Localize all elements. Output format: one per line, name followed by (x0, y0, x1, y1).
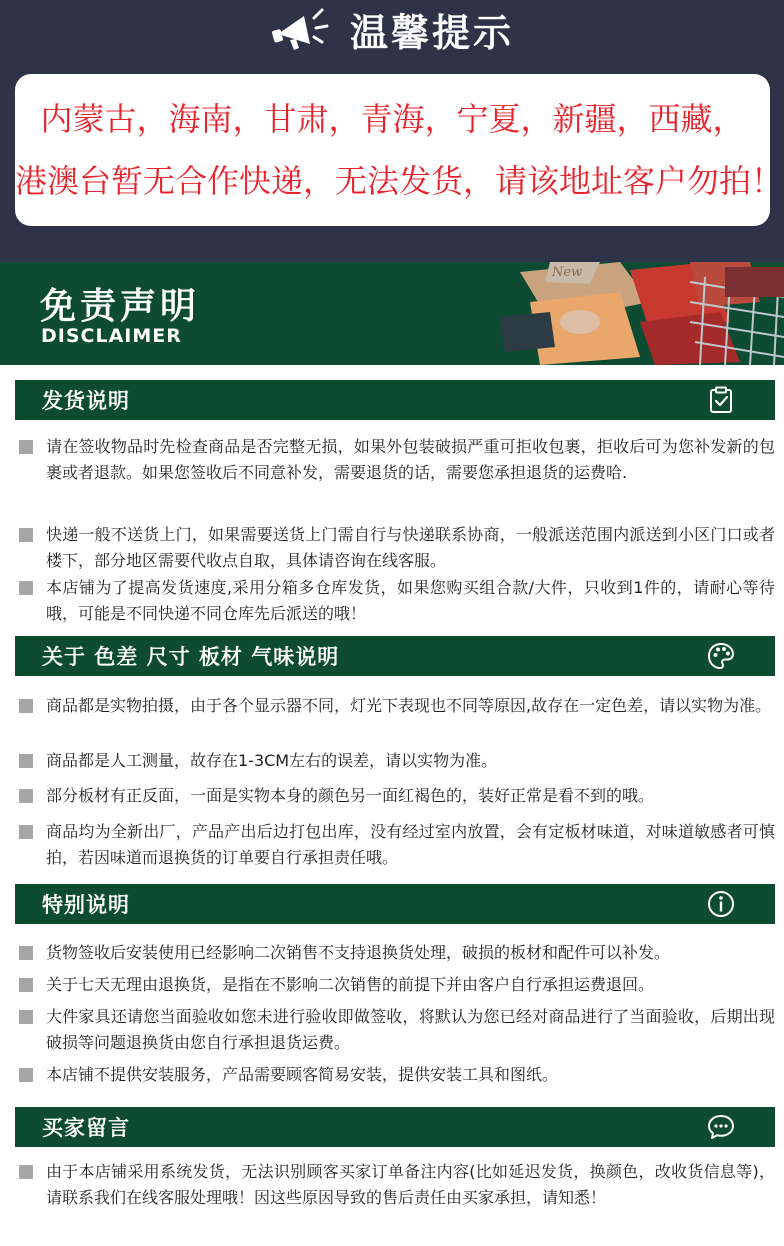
notice-line-2: 港澳台暂无合作快递，无法发货，请该地址客户勿拍！ (15, 162, 784, 200)
bullet (19, 754, 33, 768)
bullet (19, 440, 33, 454)
bullet (19, 1010, 33, 1024)
item-text: 本店铺为了提高发货速度,采用分箱多仓库发货，如果您购买组合款/大件，只收到1件的，请耐心等待哦，可能是不同快递不同仓库先后派送的哦！ (46, 578, 775, 623)
chat-bubble-icon (707, 1113, 735, 1141)
item-text: 商品都是实物拍摄，由于各个显示器不同，灯光下表现也不同等原因,故存在一定色差，请以实物为准。 (46, 696, 772, 715)
bullet (19, 1165, 33, 1179)
list-item (15, 940, 780, 966)
bullet (19, 581, 33, 595)
section-header-color-size (15, 636, 775, 676)
disclaimer-subtitle: DISCLAIMER (41, 325, 182, 347)
list-item (15, 972, 780, 998)
svg-text:New: New (552, 265, 583, 280)
disclaimer-banner (0, 262, 784, 365)
item-text: 商品都是人工测量，故存在1-3CM左右的误差，请以实物为准。 (46, 751, 498, 770)
list-item (15, 748, 780, 774)
section-header-buyer-message (15, 1107, 775, 1147)
section-header-special (15, 884, 775, 924)
notice-line-1: 内蒙古，海南，甘肃，青海，宁夏，新疆，西藏， (40, 100, 745, 138)
disclaimer-title: 免责声明 (40, 286, 201, 327)
notice-box (15, 74, 784, 226)
item-text: 请在签收物品时先检查商品是否完整无损，如果外包装破损严重可拒收包裹，拒收后可为您补发新的包裹或者退款。如果您签收后不同意补发，需要退货的话，需要您承担退货的运费哈. (46, 437, 775, 482)
notice-header (0, 0, 784, 58)
item-text: 由于本店铺采用系统发货，无法识别顾客买家订单备注内容(比如延迟发货，换颜色，改收货信息等)，请联系我们在线客服处理哦！因这些原因导致的售后责任由买家承担，请知悉！ (46, 1162, 775, 1207)
bullet (19, 1068, 33, 1082)
list-item (15, 819, 780, 871)
list-item (15, 1004, 780, 1056)
bullet (19, 699, 33, 713)
item-text: 货物签收后安装使用已经影响二次销售不支持退换货处理，破损的板材和配件可以补发。 (46, 943, 671, 962)
section-title: 关于 色差 尺寸 板材 气味说明 (42, 645, 340, 669)
list-item (15, 1062, 780, 1088)
bullet (19, 528, 33, 542)
notice-title: 温馨提示 (349, 10, 514, 55)
bullet (19, 825, 33, 839)
palette-icon (707, 642, 735, 670)
item-text: 商品均为全新出厂，产品产出后边打包出库，没有经过室内放置，会有定板材味道，对味道敏感者可慎拍，若因味道而退换货的订单要自行承担责任哦。 (46, 822, 775, 867)
item-text: 快递一般不送货上门，如果需要送货上门需自行与快递联系协商，一般派送范围内派送到小区门口或者楼下，部分地区需要代收点自取，具体请咨询在线客服。 (46, 525, 775, 570)
item-text: 本店铺不提供安装服务，产品需要顾客简易安装，提供安装工具和图纸。 (46, 1065, 559, 1084)
section-title: 买家留言 (42, 1116, 130, 1140)
section-title: 发货说明 (42, 389, 130, 413)
info-icon (707, 890, 735, 918)
megaphone-icon (270, 4, 330, 54)
section-header-shipping (15, 380, 775, 420)
list-item (15, 783, 780, 809)
shipping-notice (0, 0, 784, 262)
bullet (19, 946, 33, 960)
list-item (15, 1159, 780, 1211)
item-text: 大件家具还请您当面验收如您未进行验收即做签收，将默认为您已经对商品进行了当面验收，后期出现破损等问题退换货由您自行承担退货运费。 (46, 1007, 775, 1052)
section-title: 特别说明 (42, 893, 130, 917)
list-item (15, 575, 780, 627)
list-item (15, 522, 780, 574)
list-item (15, 434, 780, 486)
bullet (19, 978, 33, 992)
item-text: 关于七天无理由退换货，是指在不影响二次销售的前提下并由客户自行承担运费退回。 (46, 975, 655, 994)
clipboard-check-icon (707, 386, 735, 414)
item-text: 部分板材有正反面，一面是实物本身的颜色另一面红褐色的，装好正常是看不到的哦。 (46, 786, 655, 805)
shopping-cart-illustration (490, 262, 784, 365)
bullet (19, 789, 33, 803)
list-item (15, 693, 780, 719)
